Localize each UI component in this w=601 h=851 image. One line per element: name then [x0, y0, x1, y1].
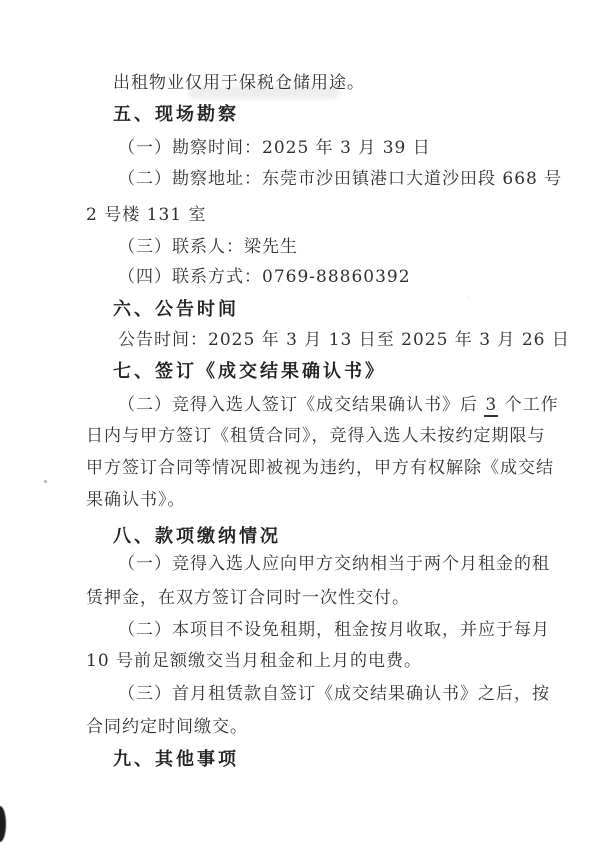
first-month-rent-clause-line-2: 合同约定时间缴交。: [86, 717, 248, 737]
confirmation-clause-line-2: 日内与甲方签订《租赁合同》，竞得入选人未按约定期限与: [86, 426, 546, 446]
scan-edge-mark: [0, 806, 6, 842]
section-heading-5-site-survey: 五、现场勘察: [113, 104, 239, 125]
underlined-number-3: 3: [485, 395, 498, 415]
section-heading-6-announcement-time: 六、公告时间: [113, 299, 239, 320]
confirmation-clause-prefix: （二）竞得入选人签订《成交结果确认书》后: [118, 395, 485, 415]
confirmation-clause-line-1: [118, 394, 559, 416]
rent-collection-clause-line-1: （二）本项目不设免租期，租金按月收取，并应于每月: [118, 620, 550, 640]
section-heading-9-other-matters: 九、其他事项: [113, 749, 239, 770]
contact-phone-line: （四）联系方式：0769-88860392: [118, 267, 411, 287]
survey-address-line-1: （二）勘察地址：东莞市沙田镇港口大道沙田段 668 号: [118, 169, 563, 189]
paragraph-lease-use-continuation: 出租物业仅用于保税仓储用途。: [113, 73, 365, 93]
section-heading-7-confirmation-signing: 七、签订《成交结果确认书》: [113, 361, 386, 382]
scan-speck: [44, 480, 47, 483]
deposit-clause-line-1: （一）竞得入选人应向甲方交纳相当于两个月租金的租: [118, 554, 550, 574]
announcement-period-line: 公告时间：2025 年 3 月 13 日至 2025 年 3 月 26 日: [118, 330, 570, 350]
survey-address-line-2: 2 号楼 131 室: [86, 205, 207, 225]
confirmation-clause-line-4: 果确认书》。: [86, 490, 186, 510]
section-heading-8-payment-status: 八、款项缴纳情况: [113, 526, 281, 547]
survey-time-line: （一）勘察时间：2025 年 3 月 39 日: [118, 138, 431, 158]
contact-person-line: （三）联系人：梁先生: [118, 237, 298, 257]
first-month-rent-clause-line-1: （三）首月租赁款自签订《成交结果确认书》之后，按: [118, 684, 550, 704]
deposit-clause-line-2: 赁押金，在双方签订合同时一次性交付。: [86, 588, 410, 608]
confirmation-clause-suffix: 个工作: [498, 395, 559, 415]
rent-collection-clause-line-2: 10 号前足额缴交当月租金和上月的电费。: [86, 651, 423, 671]
confirmation-clause-line-3: 甲方签订合同等情况即被视为违约，甲方有权解除《成交结: [86, 458, 554, 478]
